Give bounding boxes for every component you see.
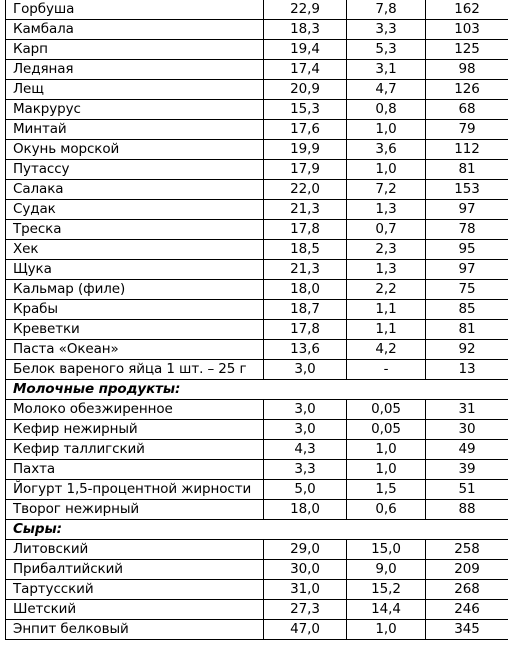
protein-cell: 15,3	[264, 100, 347, 120]
protein-cell: 19,4	[264, 40, 347, 60]
fat-cell: 4,2	[347, 340, 426, 360]
fat-cell: 1,3	[347, 200, 426, 220]
calories-cell: 51	[426, 480, 508, 500]
table-row	[6, 40, 508, 60]
calories-cell: 153	[426, 180, 508, 200]
table-row	[6, 160, 508, 180]
calories-cell: 85	[426, 300, 508, 320]
product-name-cell: Белок вареного яйца 1 шт. – 25 г	[6, 360, 264, 380]
product-name-cell: Энпит белковый	[6, 620, 264, 640]
fat-cell: 0,8	[347, 100, 426, 120]
table-row	[6, 120, 508, 140]
protein-cell: 18,3	[264, 20, 347, 40]
protein-cell: 3,0	[264, 420, 347, 440]
product-name-cell: Пахта	[6, 460, 264, 480]
protein-cell: 17,4	[264, 60, 347, 80]
table-row	[6, 440, 508, 460]
calories-cell: 103	[426, 20, 508, 40]
calories-cell: 246	[426, 600, 508, 620]
section-title: Сыры:	[6, 520, 508, 540]
product-name-cell: Лещ	[6, 80, 264, 100]
product-name-cell: Паста «Океан»	[6, 340, 264, 360]
calories-cell: 81	[426, 320, 508, 340]
calories-cell: 98	[426, 60, 508, 80]
table-row	[6, 180, 508, 200]
calories-cell: 78	[426, 220, 508, 240]
fat-cell: 1,0	[347, 160, 426, 180]
table-row	[6, 260, 508, 280]
product-name-cell: Крабы	[6, 300, 264, 320]
fat-cell: 1,0	[347, 620, 426, 640]
fat-cell: 1,0	[347, 460, 426, 480]
section-header-row	[6, 520, 508, 540]
protein-cell: 17,8	[264, 320, 347, 340]
table-row	[6, 220, 508, 240]
table-row	[6, 240, 508, 260]
protein-cell: 19,9	[264, 140, 347, 160]
section-title: Молочные продукты:	[6, 380, 508, 400]
fat-cell: 5,3	[347, 40, 426, 60]
fat-cell: 0,05	[347, 420, 426, 440]
product-name-cell: Путассу	[6, 160, 264, 180]
protein-cell: 47,0	[264, 620, 347, 640]
calories-cell: 68	[426, 100, 508, 120]
table-body	[6, 0, 508, 640]
protein-cell: 21,3	[264, 260, 347, 280]
product-name-cell: Камбала	[6, 20, 264, 40]
fat-cell: 2,3	[347, 240, 426, 260]
table-row	[6, 100, 508, 120]
table-row	[6, 560, 508, 580]
protein-cell: 18,0	[264, 500, 347, 520]
protein-cell: 31,0	[264, 580, 347, 600]
table-row	[6, 0, 508, 20]
product-name-cell: Творог нежирный	[6, 500, 264, 520]
protein-cell: 20,9	[264, 80, 347, 100]
protein-cell: 27,3	[264, 600, 347, 620]
fat-cell: 4,7	[347, 80, 426, 100]
calories-cell: 49	[426, 440, 508, 460]
table-row	[6, 300, 508, 320]
protein-cell: 22,9	[264, 0, 347, 20]
product-name-cell: Ледяная	[6, 60, 264, 80]
protein-cell: 3,0	[264, 400, 347, 420]
protein-cell: 13,6	[264, 340, 347, 360]
product-name-cell: Щука	[6, 260, 264, 280]
table-row	[6, 460, 508, 480]
table-row	[6, 20, 508, 40]
protein-cell: 18,7	[264, 300, 347, 320]
calories-cell: 258	[426, 540, 508, 560]
product-name-cell: Треска	[6, 220, 264, 240]
product-name-cell: Кефир таллигский	[6, 440, 264, 460]
product-name-cell: Судак	[6, 200, 264, 220]
product-name-cell: Кефир нежирный	[6, 420, 264, 440]
calories-cell: 209	[426, 560, 508, 580]
product-name-cell: Хек	[6, 240, 264, 260]
fat-cell: 7,2	[347, 180, 426, 200]
protein-cell: 18,0	[264, 280, 347, 300]
protein-cell: 3,3	[264, 460, 347, 480]
product-name-cell: Креветки	[6, 320, 264, 340]
protein-cell: 4,3	[264, 440, 347, 460]
product-name-cell: Окунь морской	[6, 140, 264, 160]
nutrition-table	[5, 0, 508, 640]
fat-cell: 1,0	[347, 440, 426, 460]
fat-cell: -	[347, 360, 426, 380]
calories-cell: 31	[426, 400, 508, 420]
fat-cell: 0,6	[347, 500, 426, 520]
table-row	[6, 600, 508, 620]
table-row	[6, 200, 508, 220]
table-row	[6, 420, 508, 440]
calories-cell: 268	[426, 580, 508, 600]
product-name-cell: Тартусский	[6, 580, 264, 600]
calories-cell: 112	[426, 140, 508, 160]
fat-cell: 15,0	[347, 540, 426, 560]
product-name-cell: Горбуша	[6, 0, 264, 20]
table-row	[6, 580, 508, 600]
product-name-cell: Салака	[6, 180, 264, 200]
table-row	[6, 400, 508, 420]
table-row	[6, 620, 508, 640]
table-row	[6, 480, 508, 500]
product-name-cell: Молоко обезжиренное	[6, 400, 264, 420]
fat-cell: 15,2	[347, 580, 426, 600]
product-name-cell: Прибалтийский	[6, 560, 264, 580]
fat-cell: 0,05	[347, 400, 426, 420]
calories-cell: 97	[426, 200, 508, 220]
protein-cell: 21,3	[264, 200, 347, 220]
fat-cell: 3,6	[347, 140, 426, 160]
calories-cell: 75	[426, 280, 508, 300]
table-row	[6, 360, 508, 380]
fat-cell: 14,4	[347, 600, 426, 620]
protein-cell: 5,0	[264, 480, 347, 500]
fat-cell: 1,3	[347, 260, 426, 280]
protein-cell: 22,0	[264, 180, 347, 200]
fat-cell: 1,1	[347, 300, 426, 320]
fat-cell: 3,1	[347, 60, 426, 80]
calories-cell: 88	[426, 500, 508, 520]
section-header-row	[6, 380, 508, 400]
calories-cell: 92	[426, 340, 508, 360]
fat-cell: 1,1	[347, 320, 426, 340]
product-name-cell: Шетский	[6, 600, 264, 620]
table-row	[6, 340, 508, 360]
protein-cell: 3,0	[264, 360, 347, 380]
protein-cell: 18,5	[264, 240, 347, 260]
calories-cell: 39	[426, 460, 508, 480]
fat-cell: 0,7	[347, 220, 426, 240]
fat-cell: 2,2	[347, 280, 426, 300]
calories-cell: 126	[426, 80, 508, 100]
calories-cell: 97	[426, 260, 508, 280]
calories-cell: 30	[426, 420, 508, 440]
fat-cell: 1,0	[347, 120, 426, 140]
calories-cell: 95	[426, 240, 508, 260]
table-row	[6, 80, 508, 100]
protein-cell: 29,0	[264, 540, 347, 560]
calories-cell: 79	[426, 120, 508, 140]
fat-cell: 1,5	[347, 480, 426, 500]
table-row	[6, 60, 508, 80]
protein-cell: 17,8	[264, 220, 347, 240]
protein-cell: 17,6	[264, 120, 347, 140]
product-name-cell: Макрурус	[6, 100, 264, 120]
calories-cell: 13	[426, 360, 508, 380]
calories-cell: 345	[426, 620, 508, 640]
product-name-cell: Карп	[6, 40, 264, 60]
product-name-cell: Кальмар (филе)	[6, 280, 264, 300]
table-row	[6, 320, 508, 340]
table-row	[6, 540, 508, 560]
product-name-cell: Минтай	[6, 120, 264, 140]
product-name-cell: Йогурт 1,5-процентной жирности	[6, 480, 264, 500]
protein-cell: 17,9	[264, 160, 347, 180]
product-name-cell: Литовский	[6, 540, 264, 560]
calories-cell: 162	[426, 0, 508, 20]
fat-cell: 3,3	[347, 20, 426, 40]
calories-cell: 81	[426, 160, 508, 180]
table-row	[6, 280, 508, 300]
calories-cell: 125	[426, 40, 508, 60]
protein-cell: 30,0	[264, 560, 347, 580]
fat-cell: 9,0	[347, 560, 426, 580]
fat-cell: 7,8	[347, 0, 426, 20]
table-row	[6, 500, 508, 520]
table-row	[6, 140, 508, 160]
